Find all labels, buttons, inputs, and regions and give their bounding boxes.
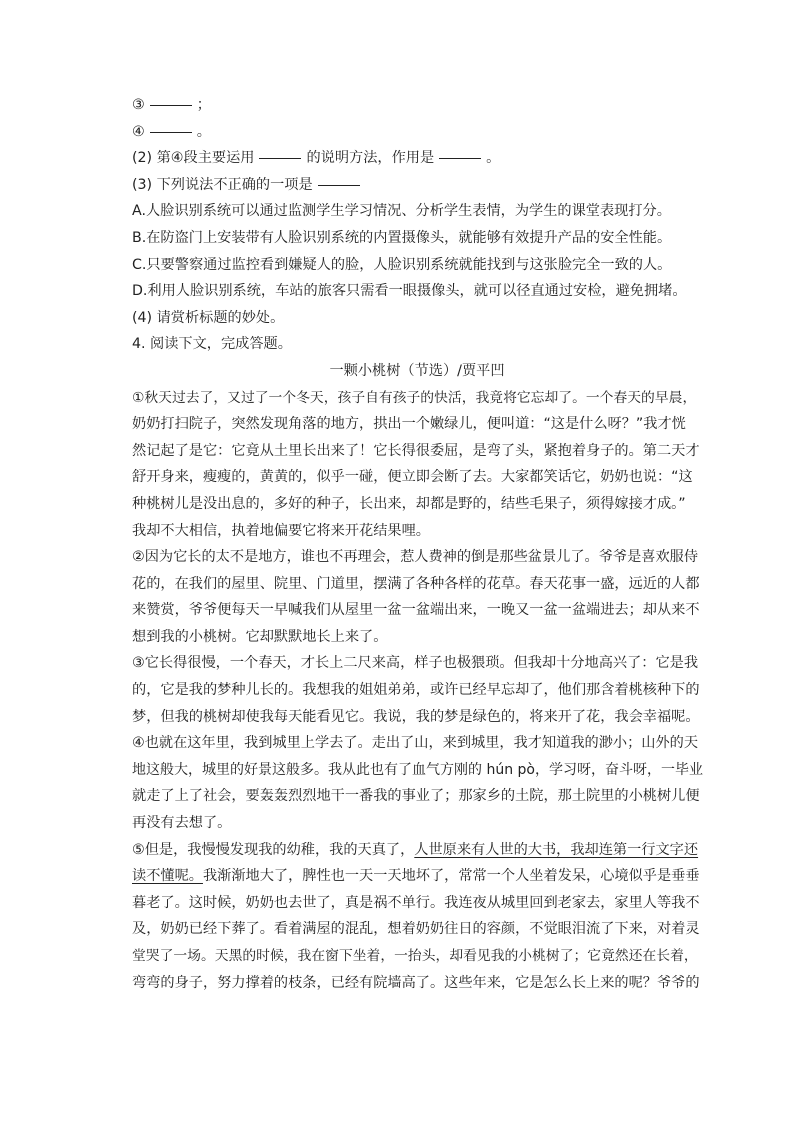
item-number: ④ xyxy=(132,123,145,140)
text-line: 花的，在我们的屋里、院里、门道里，摆满了各种各样的花草。春天花事一盛，远近的人都 xyxy=(132,575,700,592)
question-4: (4) 请赏析标题的妙处。 xyxy=(132,309,285,326)
answer-blank[interactable] xyxy=(150,104,192,106)
option-a: A.人脸识别系统可以通过监测学生学习情况、分析学生表情，为学生的课堂表现打分。 xyxy=(132,203,671,220)
answer-blank[interactable] xyxy=(439,157,481,159)
text-line: 梦，但我的桃树却使我每天能看见它。我说，我的梦是绿色的，将来开了花，我会幸福呢。 xyxy=(132,708,700,725)
text-line: 及，奶奶已经下葬了。看着满屋的混乱，想着奶奶往日的容颜，不觉眼泪流了下来，对着灵 xyxy=(132,921,700,938)
option-c: C.只要警察通过监控看到嫌疑人的脸，人脸识别系统就能找到与这张脸完全一致的人。 xyxy=(132,256,672,273)
text-line: 来赞赏，爷爷便每天一早喊我们从屋里一盆一盆端出来，一晚又一盆一盆端进去；却从来不 xyxy=(132,602,700,619)
answer-line-3 xyxy=(132,92,702,119)
question-text: (3) 下列说法不正确的一项是 xyxy=(132,176,313,193)
answer-line-4 xyxy=(132,119,702,146)
question-text: 的说明方法，作用是 xyxy=(306,150,435,167)
text-line: ①秋天过去了，又过了一个冬天，孩子自有孩子的快活，我竟将它忘却了。一个春天的早晨， xyxy=(132,389,697,406)
text-line: 然记起了是它：它竟从土里长出来了！它长得很委屈，是弯了头，紧抱着身子的。第二天才 xyxy=(132,442,700,459)
underlined-sentence: 读不懂呢。 xyxy=(132,868,203,885)
text-line: 暮老了。这时候，奶奶也去世了，真是祸不单行。我连夜从城里回到老家去，家里人等我不 xyxy=(132,894,700,911)
answer-blank[interactable] xyxy=(318,184,360,186)
punctuation: ； xyxy=(196,97,211,113)
text-line: 堂哭了一场。天黑的时候，我在窗下坐着，一抬头，却看见我的小桃树了；它竟然还在长着， xyxy=(132,948,698,964)
text-span: 我渐渐地大了，脾性也一天一天地坏了，常常一个人坐着发呆，心境似乎是垂垂 xyxy=(202,868,700,885)
punctuation: 。 xyxy=(486,150,501,167)
text-line: 的，它是我的梦种儿长的。我想我的姐姐弟弟，或许已经早忘却了，他们那含着桃核种下的 xyxy=(132,682,700,699)
text-line: 奶奶打扫院子，突然发现角落的地方，拱出一个嫩绿儿，便叫道：“这是什么呀？”我才恍 xyxy=(132,416,686,433)
task-4-heading: 4. 阅读下文，完成答题。 xyxy=(132,336,292,353)
text-line: 舒开身来，瘦瘦的，黄黄的，似乎一碰，便立即会断了去。大家都笑话它，奶奶也说：“这 xyxy=(132,469,693,486)
answer-blank[interactable] xyxy=(150,131,192,133)
punctuation: 。 xyxy=(196,123,211,140)
underlined-sentence: 人世原来有人世的大书，我却连第一行文字还 xyxy=(414,841,699,858)
item-number: ③ xyxy=(132,97,145,113)
question-2 xyxy=(132,145,702,172)
question-text: (2) 第④段主要运用 xyxy=(132,150,255,167)
text-line xyxy=(132,837,702,864)
text-line: 地这般大，城里的好景这般多。我从此也有了血气方刚的 hún pò，学习呀，奋斗呀，一毕业 xyxy=(132,761,703,778)
option-d: D.利用人脸识别系统，车站的旅客只需看一眼摄像头，就可以径直通过安检，避免拥堵。 xyxy=(132,283,687,300)
text-line xyxy=(132,863,702,890)
text-span: ⑤但是，我慢慢发现我的幼稚，我的天真了， xyxy=(132,841,415,858)
text-line: 种桃树儿是没出息的，多好的种子，长出来，却都是野的，结些毛果子，须得嫁接才成。” xyxy=(132,495,686,512)
article-title: 一颗小桃树（节选）/贾平凹 xyxy=(329,362,505,379)
text-line: 就走了上了社会，要轰轰烈烈地干一番我的事业了；那家乡的土院，那土院里的小桃树儿便 xyxy=(132,788,700,805)
question-3 xyxy=(132,172,702,199)
paragraph-3 xyxy=(132,650,702,730)
text-line: ②因为它长的太不是地方，谁也不再理会，惹人费神的倒是那些盆景儿了。爷爷是喜欢服侍 xyxy=(132,549,699,566)
answer-blank[interactable] xyxy=(259,157,301,159)
text-line: 想到我的小桃树。它却默默地长上来了。 xyxy=(132,628,388,645)
text-line: 再没有去想了。 xyxy=(132,815,232,832)
paragraph-1 xyxy=(132,385,702,545)
paragraph-2 xyxy=(132,544,702,650)
text-line: ③它长得很慢，一个春天，才长上二尺来高，样子也极猥琐。但我却十分地高兴了：它是我 xyxy=(132,655,699,672)
document-page xyxy=(132,92,702,996)
option-b: B.在防盗门上安装带有人脸识别系统的内置摄像头，就能够有效提升产品的安全性能。 xyxy=(132,229,672,246)
text-line: 我却不大相信，执着地偏要它将来开花结果哩。 xyxy=(132,522,430,539)
paragraph-4 xyxy=(132,730,702,836)
paragraph-5 xyxy=(132,837,702,997)
text-line: 弯弯的身子，努力撑着的枝条，已经有院墙高了。这些年来，它是怎么长上来的呢？爷爷的 xyxy=(132,974,700,991)
text-line: ④也就在这年里，我到城里上学去了。走出了山，来到城里，我才知道我的渺小；山外的天 xyxy=(132,735,699,752)
